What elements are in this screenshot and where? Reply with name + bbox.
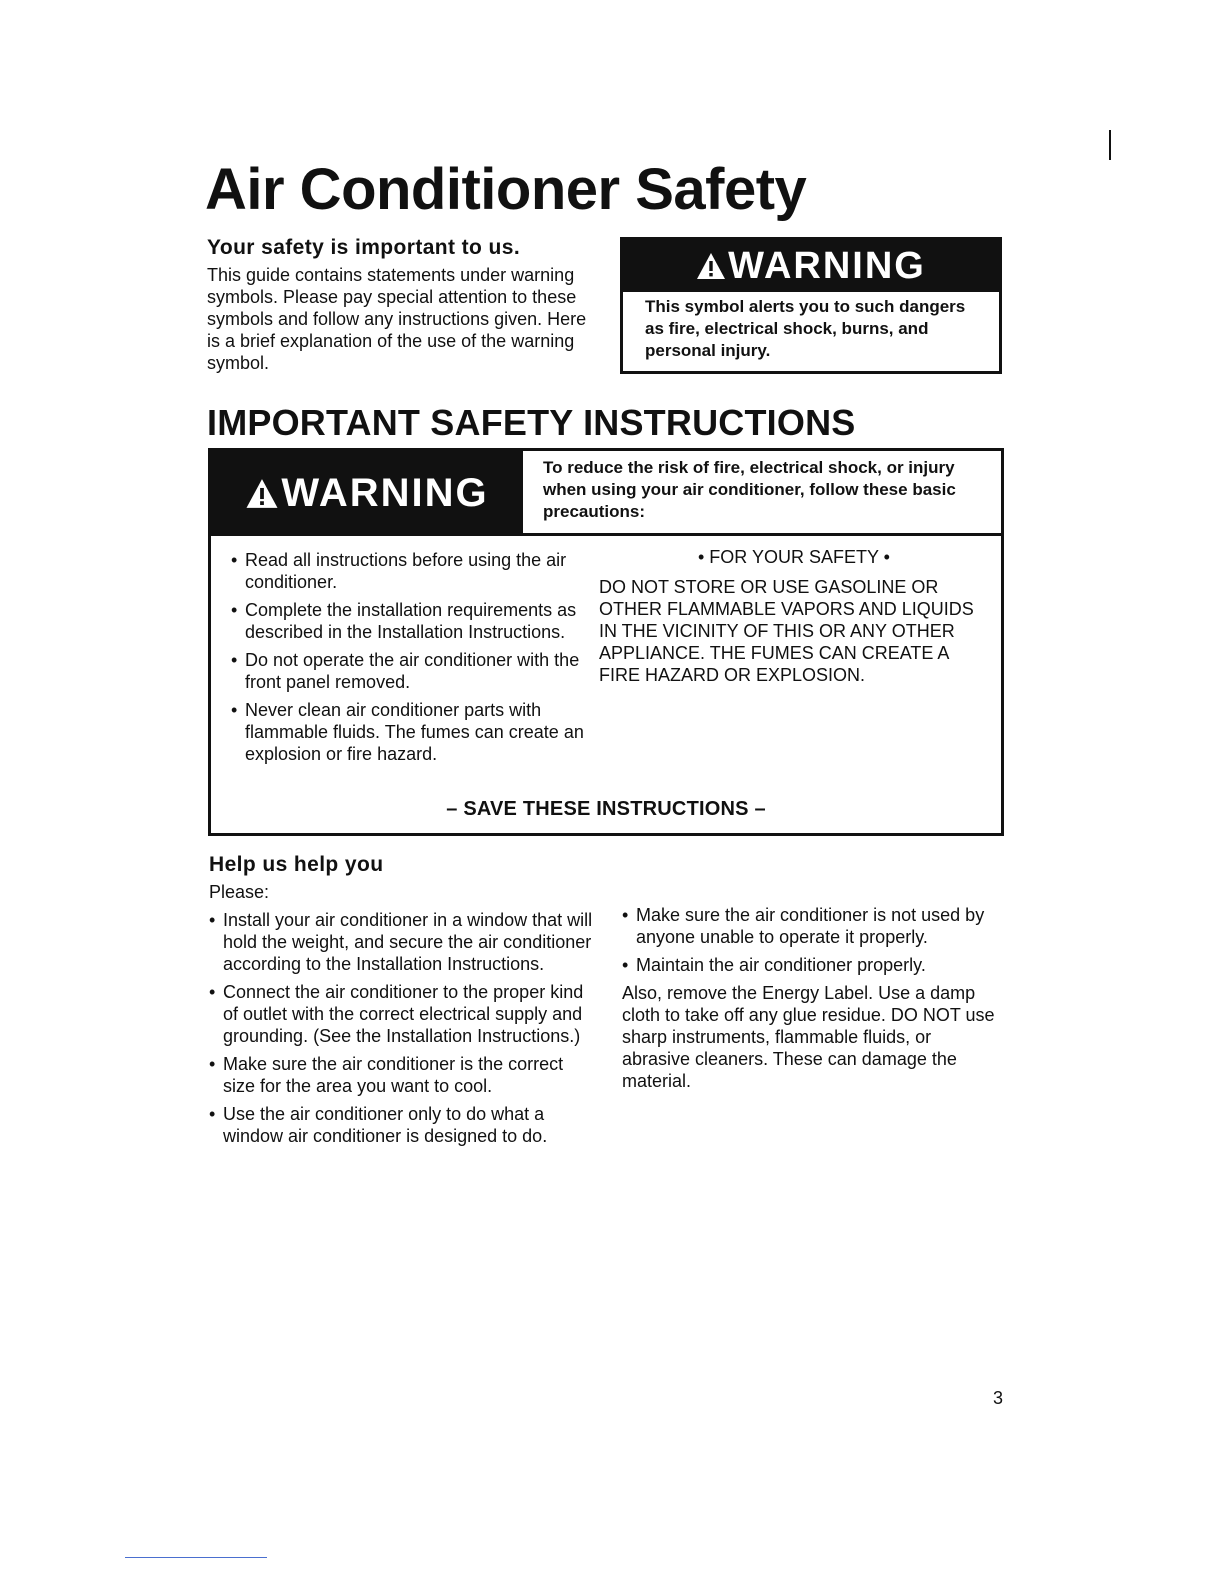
warning-symbol-text: This symbol alerts you to such dangers as fire, electrical shock, burns, and personal injury. bbox=[645, 297, 966, 360]
list-item: • Connect the air conditioner to the proper kind of outlet with the correct electrical supply and grounding. (See the Installation Instructions.) bbox=[209, 981, 599, 1047]
warning-banner bbox=[623, 240, 999, 292]
save-instructions: – SAVE THESE INSTRUCTIONS – bbox=[446, 798, 766, 820]
divider bbox=[211, 533, 1001, 536]
list-item: • Make sure the air conditioner is not used by anyone unable to operate it properly. bbox=[622, 904, 1002, 948]
list-item: • Install your air conditioner in a window that will hold the weight, and secure the air conditioner according to the Installation Instructions. bbox=[209, 909, 599, 975]
precautions-warning-banner bbox=[211, 451, 523, 535]
warning-triangle-icon bbox=[696, 252, 726, 280]
help-please: Please: bbox=[209, 882, 270, 902]
energy-label-note: Also, remove the Energy Label. Use a damp cloth to take off any glue residue. DO NOT use sharp instruments, flammable fluids, or abrasive cleaners. These can damage the material. bbox=[622, 983, 995, 1091]
help-section-right bbox=[622, 904, 1002, 1092]
help-list-left bbox=[209, 909, 599, 1147]
intro-section bbox=[207, 236, 587, 374]
list-item: • Read all instructions before using the air conditioner. bbox=[231, 549, 591, 593]
warning-triangle-icon bbox=[245, 478, 279, 509]
intro-heading: Your safety is important to us. bbox=[207, 236, 521, 259]
warning-symbol-box bbox=[620, 237, 1002, 374]
precautions-box bbox=[208, 448, 1004, 836]
list-item: • Do not operate the air conditioner with the front panel removed. bbox=[231, 649, 591, 693]
list-item: • Complete the installation requirements as described in the Installation Instructions. bbox=[231, 599, 591, 643]
page-title: Air Conditioner Safety bbox=[205, 157, 807, 222]
list-item: • Maintain the air conditioner properly. bbox=[622, 954, 1002, 976]
help-list-right bbox=[622, 904, 1002, 976]
edge-mark bbox=[1109, 130, 1111, 160]
help-heading: Help us help you bbox=[209, 853, 384, 876]
for-your-safety-heading: • FOR YOUR SAFETY • bbox=[698, 547, 890, 567]
safety-instructions-heading: IMPORTANT SAFETY INSTRUCTIONS bbox=[207, 402, 856, 443]
precautions-list bbox=[231, 549, 591, 771]
list-item: • Never clean air conditioner parts with flammable fluids. The fumes can create an explosion or fire hazard. bbox=[231, 699, 591, 765]
intro-text: This guide contains statements under warning symbols. Please pay special attention to these symbols and follow any instructions given. Here is a brief explanation of the use of the warning symbol. bbox=[207, 265, 587, 373]
precautions-signal-word: WARNING bbox=[281, 470, 489, 515]
precautions-intro: To reduce the risk of fire, electrical shock, or injury when using your air conditioner, follow these basic precautions: bbox=[543, 458, 956, 521]
for-your-safety-text: DO NOT STORE OR USE GASOLINE OR OTHER FLAMMABLE VAPORS AND LIQUIDS IN THE VICINITY OF THIS OR ANY OTHER APPLIANCE. THE FUMES CAN CREATE A FIRE HAZARD OR EXPLOSION. bbox=[599, 577, 974, 685]
for-your-safety-section bbox=[599, 546, 989, 686]
footer-rule bbox=[125, 1557, 267, 1558]
help-section bbox=[209, 853, 599, 1153]
list-item: • Use the air conditioner only to do what a window air conditioner is designed to do. bbox=[209, 1103, 599, 1147]
list-item: • Make sure the air conditioner is the correct size for the area you want to cool. bbox=[209, 1053, 599, 1097]
page-number: 3 bbox=[993, 1388, 1004, 1408]
warning-signal-word: WARNING bbox=[728, 244, 926, 287]
